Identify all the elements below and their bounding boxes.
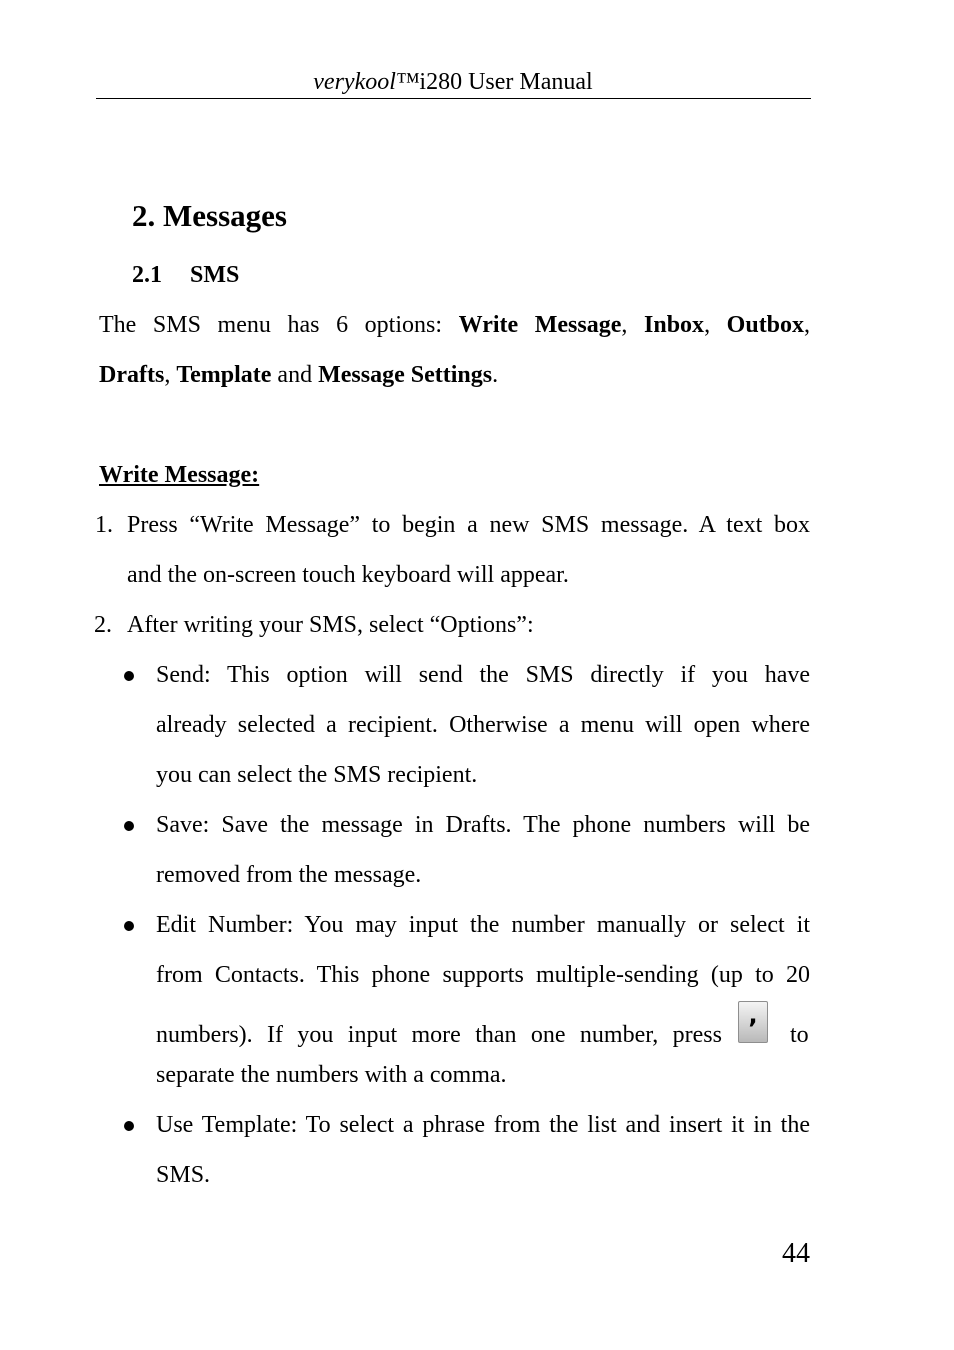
step-1-line-1: Press “Write Message” to begin a new SMS message. A text box <box>127 512 810 538</box>
save-line-2: removed from the message. <box>156 862 422 888</box>
header-brand: verykool™ <box>313 69 420 95</box>
intro-outbox: Outbox, <box>726 312 811 338</box>
section-number: 2.1 <box>132 262 162 288</box>
step-2-number: 2. <box>94 612 112 638</box>
bullet-dot <box>124 671 134 681</box>
chapter-title: 2. Messages <box>132 198 287 233</box>
page-number: 44 <box>782 1238 810 1269</box>
intro-write-message: Write Message, <box>458 312 628 338</box>
intro-drafts: Drafts <box>99 362 165 388</box>
edit-number-line-4: separate the numbers with a comma. <box>156 1062 507 1088</box>
bullet-dot <box>124 1121 134 1131</box>
bullet-dot <box>124 921 134 931</box>
use-template-line-1: Use Template: To select a phrase from the list and insert it in the <box>156 1112 810 1138</box>
send-line-2: already selected a recipient. Otherwise a menu will open where <box>156 712 810 738</box>
save-line-1: Save: Save the message in Drafts. The phone numbers will be <box>156 812 810 838</box>
bullet-dot <box>124 821 134 831</box>
header-rule <box>96 98 811 99</box>
use-template-line-2: SMS. <box>156 1162 211 1188</box>
intro-inbox: Inbox, <box>644 312 711 338</box>
edit-number-line-3: numbers). If you input more than one number, press <box>156 1022 722 1048</box>
step-2-line-1: After writing your SMS, select “Options”: <box>127 612 534 638</box>
intro-template: Template <box>176 362 272 388</box>
comma-key-icon: , <box>738 1001 768 1043</box>
header-title: i280 User Manual <box>419 69 593 95</box>
step-1-number: 1. <box>95 512 113 538</box>
send-line-1: Send: This option will send the SMS directly if you have <box>156 662 810 688</box>
intro-line-1 <box>99 309 810 341</box>
section-title: SMS <box>190 262 240 288</box>
edit-number-line-3-end: to <box>790 1022 809 1048</box>
running-header <box>96 66 810 98</box>
send-line-3: you can select the SMS recipient. <box>156 762 478 788</box>
intro-text: The SMS menu has 6 options: <box>99 312 443 338</box>
intro-message-settings: Message Settings <box>318 362 493 388</box>
step-1-line-2: and the on-screen touch keyboard will appear. <box>127 562 569 588</box>
edit-number-line-1: Edit Number: You may input the number manually or select it <box>156 912 810 938</box>
intro-line-2: Drafts, Template and Message Settings. <box>99 362 499 388</box>
section-heading <box>132 259 239 291</box>
write-message-heading: Write Message: <box>99 462 260 488</box>
edit-number-line-2: from Contacts. This phone supports multiple-sending (up to 20 <box>156 962 810 988</box>
